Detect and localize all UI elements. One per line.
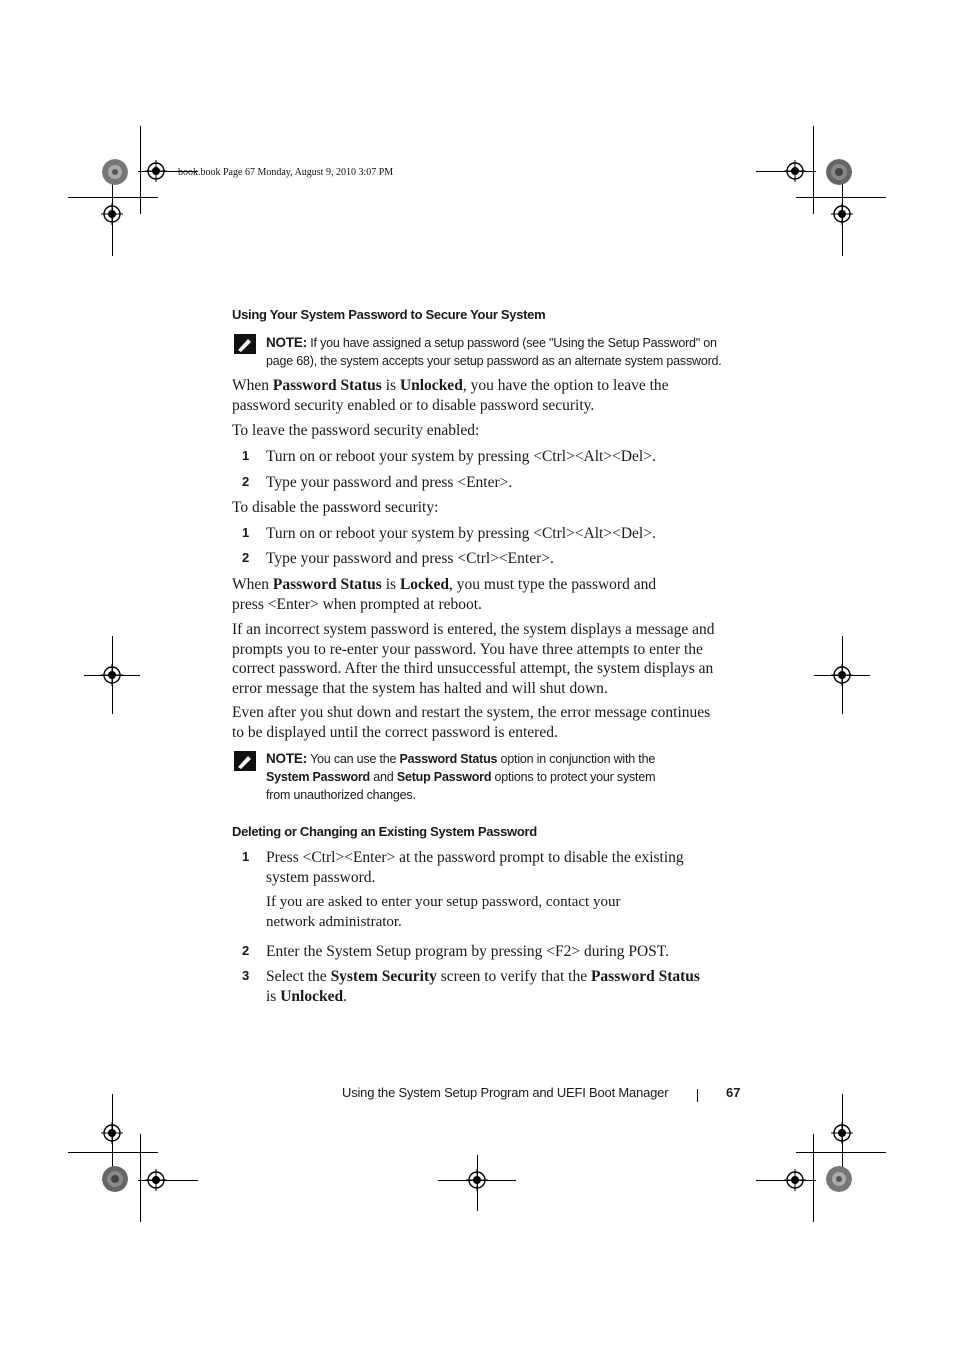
list-item-text: Select the System Security screen to verify that the Password Status is Unlocked. xyxy=(266,968,700,1005)
registration-target-icon xyxy=(466,1169,488,1191)
paragraph: Even after you shut down and restart the system, the error message continues to be displayed until the correct password is entered. xyxy=(232,704,711,741)
registration-target-icon xyxy=(101,203,123,225)
list-item-text: Turn on or reboot your system by pressing <Ctrl><Alt><Del>. xyxy=(266,525,656,542)
registration-target-icon xyxy=(145,160,167,182)
registration-target-icon xyxy=(101,1122,123,1144)
note: NOTE: You can use the Password Status option in conjunction with the System Password and Setup Password options to protect your system from unauthorized changes. xyxy=(266,751,656,802)
paragraph: When Password Status is Unlocked, you have the option to leave the password security enabled or to disable password security. xyxy=(232,377,669,414)
registration-target-icon xyxy=(831,664,853,686)
list-item: 2 xyxy=(242,550,250,565)
paragraph: If an incorrect system password is entered, the system displays a message and prompts you to re-enter your password. You have three attempts to enter the correct password. After the third unsuccessful attempt, the system displays an error message that the system has halted and will shut down. xyxy=(232,621,715,697)
list-item: 3 xyxy=(242,968,250,983)
list-item: 2 xyxy=(242,474,250,489)
list-item-text: Press <Ctrl><Enter> at the password prompt to disable the existing system password. xyxy=(266,849,684,886)
registration-target-icon xyxy=(145,1169,167,1191)
note: NOTE: If you have assigned a setup password (see "Using the Setup Password" on page 68), the system accepts your setup password as an alternate system password. xyxy=(266,335,722,368)
print-slug: book.book Page 67 Monday, August 9, 2010 3:07 PM xyxy=(178,167,394,178)
list-item-text: Type your password and press <Ctrl><Enter>. xyxy=(266,550,554,567)
note-label: NOTE: xyxy=(266,335,307,350)
list-item: 1 xyxy=(242,849,250,864)
section-heading: Using Your System Password to Secure Your System xyxy=(232,307,546,322)
footer-divider xyxy=(697,1089,698,1102)
registration-target-icon xyxy=(831,1122,853,1144)
paragraph: To leave the password security enabled: xyxy=(232,422,480,439)
paragraph: To disable the password security: xyxy=(232,499,439,516)
registration-target-icon xyxy=(101,664,123,686)
note-label: NOTE: xyxy=(266,751,307,766)
starburst-disc-icon xyxy=(826,159,852,185)
starburst-disc-icon xyxy=(102,159,128,185)
registration-target-icon xyxy=(831,203,853,225)
list-item-subtext: If you are asked to enter your setup password, contact your network administrator. xyxy=(266,894,621,930)
section-heading: Deleting or Changing an Existing System Password xyxy=(232,824,537,839)
list-item-text: Turn on or reboot your system by pressing <Ctrl><Alt><Del>. xyxy=(266,448,656,465)
list-item-text: Enter the System Setup program by pressing <F2> during POST. xyxy=(266,943,669,960)
registration-target-icon xyxy=(784,160,806,182)
pencil-note-icon xyxy=(234,751,256,771)
running-footer: Using the System Setup Program and UEFI Boot Manager xyxy=(342,1085,669,1100)
pencil-note-icon xyxy=(234,334,256,354)
paragraph: When Password Status is Locked, you must type the password and press <Enter> when prompted at reboot. xyxy=(232,576,657,613)
list-item-text: Type your password and press <Enter>. xyxy=(266,474,513,491)
list-item: 2 xyxy=(242,943,250,958)
list-item: 1 xyxy=(242,525,250,540)
registration-target-icon xyxy=(784,1169,806,1191)
list-item: 1 xyxy=(242,448,250,463)
starburst-disc-icon xyxy=(826,1166,852,1192)
page-number: 67 xyxy=(726,1085,741,1100)
starburst-disc-icon xyxy=(102,1166,128,1192)
